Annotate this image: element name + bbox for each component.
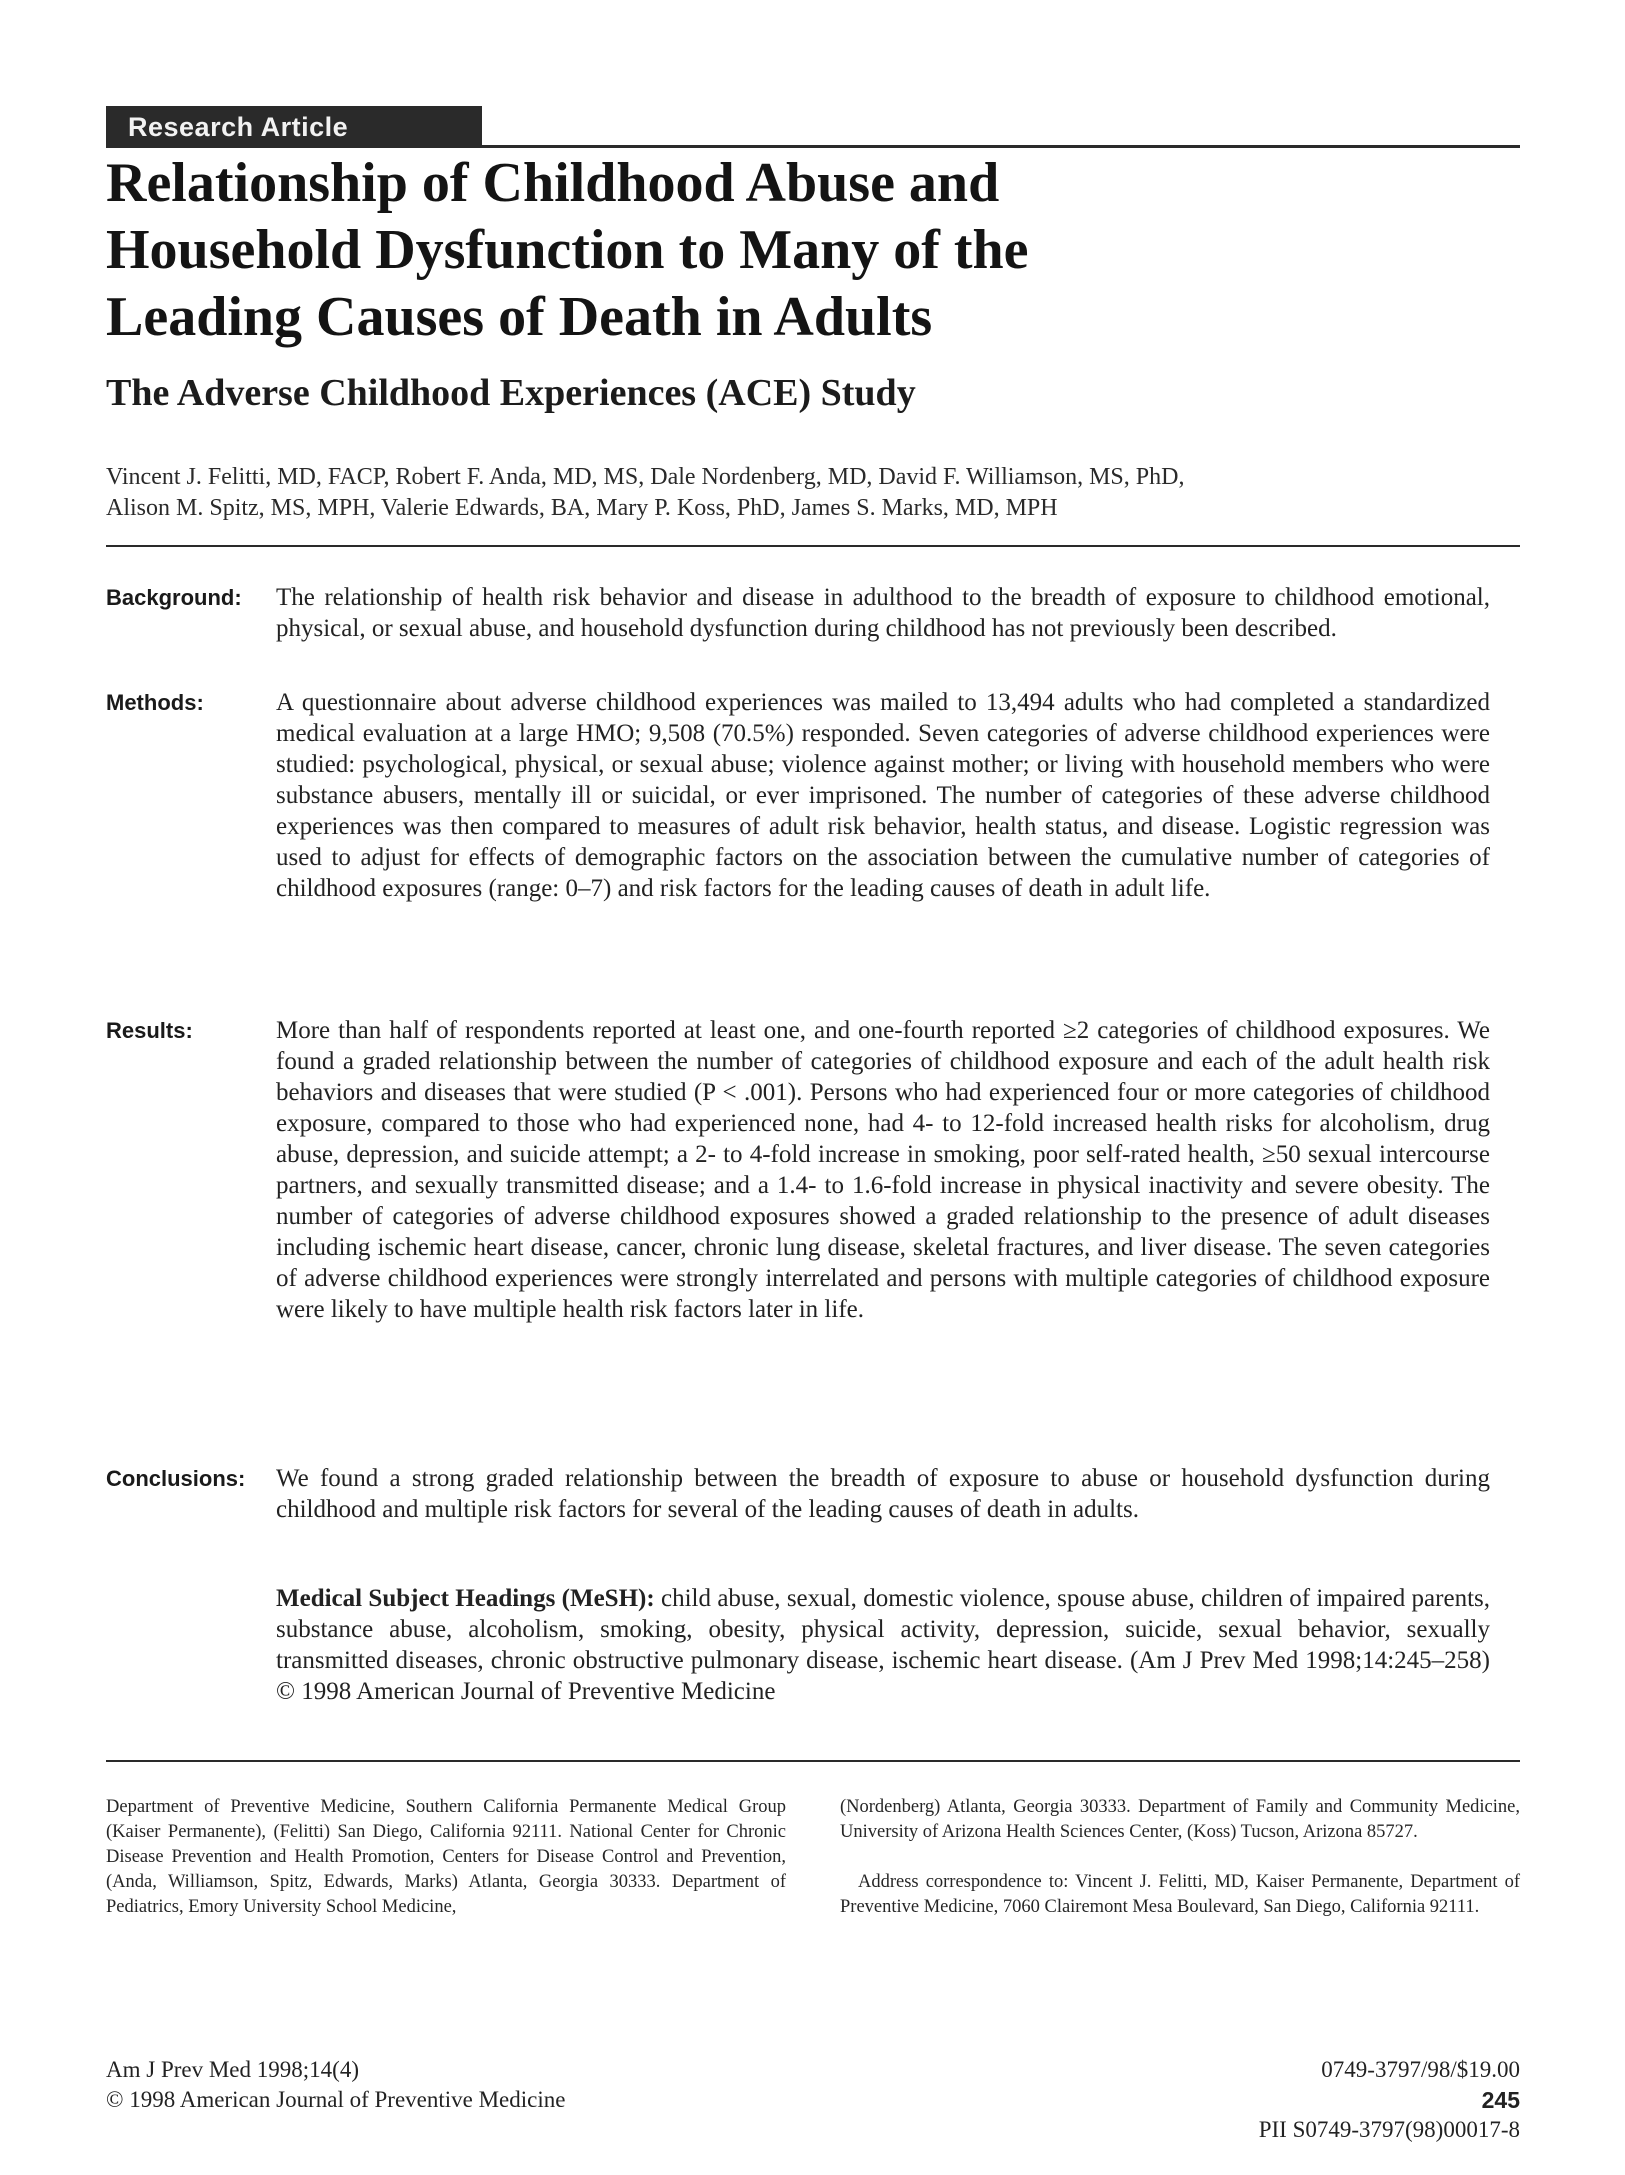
footer-pii: PII S0749-3797(98)00017-8: [1258, 2117, 1520, 2142]
title-line-2: Household Dysfunction to Many of the: [106, 219, 1029, 281]
footer-journal: Am J Prev Med 1998;14(4): [106, 2057, 359, 2082]
background-label: Background:: [106, 585, 242, 610]
author-line-2: Alison M. Spitz, MS, MPH, Valerie Edwards, BA, Mary P. Koss, PhD, James S. Marks, MD, MPH: [106, 495, 1058, 521]
banner-rule: [106, 145, 1520, 148]
mesh-heading: Medical Subject Headings (MeSH):: [276, 1585, 655, 1612]
article-type-banner: [106, 106, 482, 148]
page-number: 245: [1481, 2087, 1520, 2113]
footer-identifiers: [1000, 2055, 1520, 2145]
footer-price-line: [1000, 2055, 1520, 2115]
conclusions-label: Conclusions:: [106, 1466, 246, 1491]
background-text: The relationship of health risk behavior and disease in adulthood to the breadth of exposure to childhood emotional, physical, or sexual abuse, and household dysfunction during childhood has not previously been described.: [276, 584, 1490, 642]
author-line-1: Vincent J. Felitti, MD, FACP, Robert F. Anda, MD, MS, Dale Nordenberg, MD, David F. Williamson, MS, PhD,: [106, 464, 1185, 490]
affiliations-continuation: (Nordenberg) Atlanta, Georgia 30333. Department of Family and Community Medicine, University of Arizona Health Sciences Center, (Koss) Tucson, Arizona 85727.: [840, 1797, 1520, 1842]
footer-price: 0749-3797/98/$19.00: [1321, 2057, 1520, 2082]
article-title: [106, 150, 1506, 351]
title-line-3: Leading Causes of Death in Adults: [106, 286, 933, 348]
results-label: Results:: [106, 1018, 193, 1043]
footer-citation: [106, 2055, 806, 2115]
mesh-terms: child abuse, sexual, domestic violence, spouse abuse, children of impaired parents, substance abuse, alcoholism, smoking, obesity, physical activity, depression, suicide, sexual behavior, sexually transmitted diseases, chronic obstructive pulmonary disease, ischemic heart disease. (Am J Prev Med 1998;14:245–258) © 1998 American Journal of Preventive Medicine: [276, 1585, 1490, 1705]
correspondence-text: Address correspondence to: Vincent J. Felitti, MD, Kaiser Permanente, Department of Preventive Medicine, 7060 Clairemont Mesa Boulevard, San Diego, California 92111.: [840, 1872, 1520, 1917]
affiliations-column-right: [840, 1795, 1520, 1917]
footer-copyright: © 1998 American Journal of Preventive Medicine: [106, 2087, 566, 2112]
affiliations-text: Department of Preventive Medicine, Southern California Permanente Medical Group (Kaiser Permanente), (Felitti) San Diego, California 92111. National Center for Chronic Disease Prevention and Health Promotion, Centers for Disease Control and Prevention, (Anda, Williamson, Spitz, Edwards, Marks) Atlanta, Georgia 30333. Department of Pediatrics, Emory University School Medicine,: [106, 1797, 786, 1917]
methods-text: A questionnaire about adverse childhood experiences was mailed to 13,494 adults who had completed a standardized medical evaluation at a large HMO; 9,508 (70.5%) responded. Seven categories of adverse childhood experiences were studied: psychological, physical, or sexual abuse; violence against mother; or living with household members who were substance abusers, mentally ill or suicidal, or ever imprisoned. The number of categories of these adverse childhood experiences was then compared to measures of adult risk behavior, health status, and disease. Logistic regression was used to adjust for effects of demographic factors on the association between the cumulative number of categories of childhood exposures (range: 0–7) and risk factors for the leading causes of death in adult life.: [276, 689, 1490, 902]
article-type-label: Research Article: [128, 112, 349, 142]
mesh-text: [276, 1583, 1490, 1707]
abstract-divider: [106, 1760, 1520, 1762]
affiliations-column-left: [106, 1795, 786, 1933]
authors-divider: [106, 545, 1520, 547]
conclusions-text: We found a strong graded relationship between the breadth of exposure to abuse or household dysfunction during childhood and multiple risk factors for several of the leading causes of death in adults.: [276, 1465, 1490, 1523]
results-text: More than half of respondents reported at least one, and one-fourth reported ≥2 categories of childhood exposures. We found a graded relationship between the number of categories of childhood exposure and each of the adult health risk behaviors and diseases that were studied (P < .001). Persons who had experienced four or more categories of childhood exposure, compared to those who had experienced none, had 4- to 12-fold increased health risks for alcoholism, drug abuse, depression, and suicide attempt; a 2- to 4-fold increase in smoking, poor self-rated health, ≥50 sexual intercourse partners, and sexually transmitted disease; and a 1.4- to 1.6-fold increase in physical inactivity and severe obesity. The number of categories of adverse childhood exposures showed a graded relationship to the presence of adult diseases including ischemic heart disease, cancer, chronic lung disease, skeletal fractures, and liver disease. The seven categories of adverse childhood experiences were strongly interrelated and persons with multiple categories of childhood exposure were likely to have multiple health risk factors later in life.: [276, 1017, 1490, 1323]
author-list: [106, 462, 1526, 524]
methods-label: Methods:: [106, 690, 204, 715]
article-subtitle: The Adverse Childhood Experiences (ACE) Study: [106, 372, 916, 414]
title-line-1: Relationship of Childhood Abuse and: [106, 152, 1000, 214]
